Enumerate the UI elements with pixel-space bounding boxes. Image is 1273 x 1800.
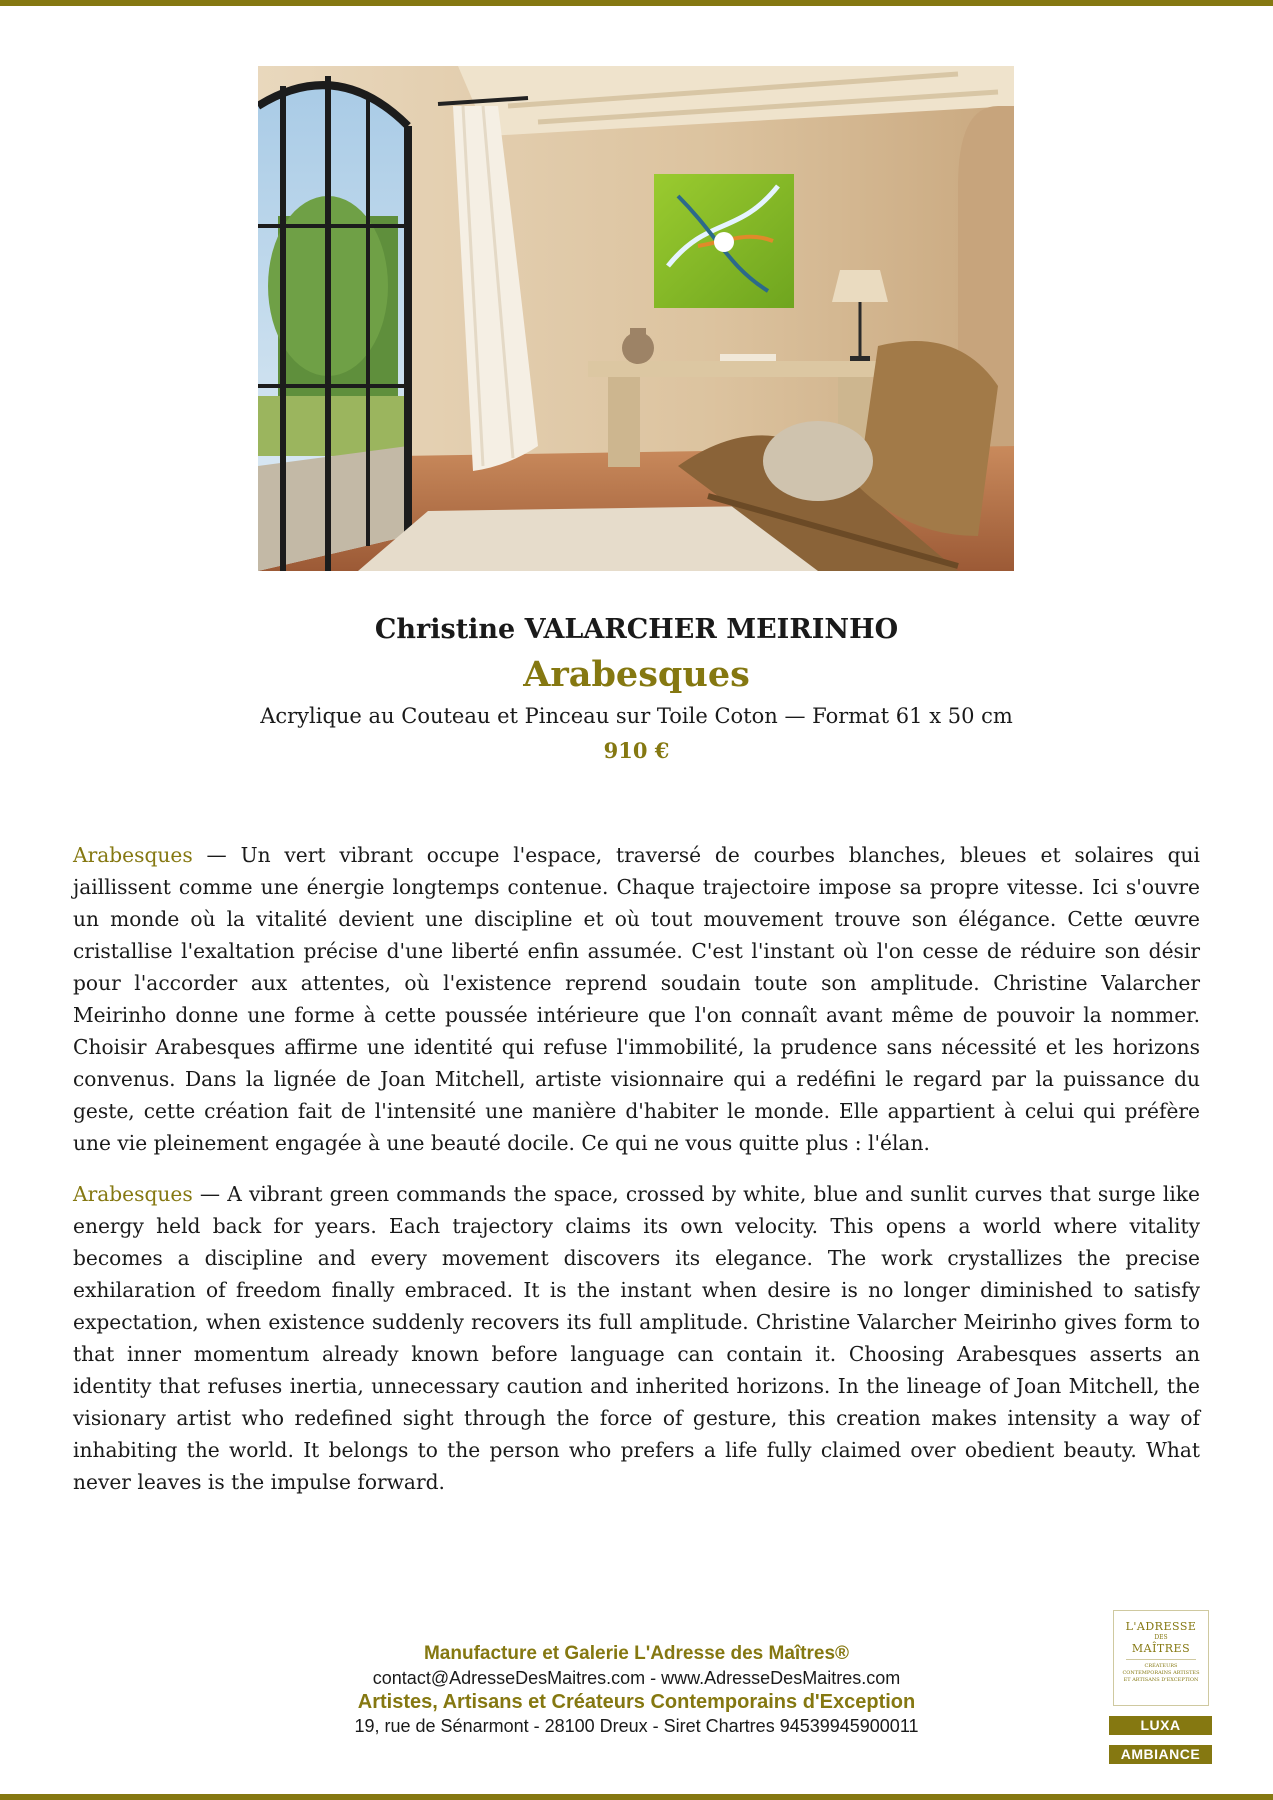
- description-english-lead: Arabesques: [73, 1182, 193, 1206]
- top-accent-bar: [0, 0, 1273, 6]
- footer-address: 19, rue de Sénarmont - 28100 Dreux - Siret Chartres 94539945900011: [354, 1716, 919, 1736]
- artwork-medium: Acrylique au Couteau et Pinceau sur Toile Coton — Format 61 x 50 cm: [260, 704, 1013, 728]
- artwork-title: Arabesques: [523, 654, 750, 695]
- description-french: [73, 839, 1200, 1159]
- badge-ambiance: AMBIANCE: [1109, 1745, 1212, 1764]
- bottom-accent-bar: [0, 1794, 1273, 1800]
- gallery-logo: [1113, 1610, 1209, 1706]
- description-french-lead: Arabesques: [73, 843, 193, 867]
- logo-line-3: MAÎTRES: [1131, 1642, 1191, 1655]
- logo-line-4: CRÉATEURS CONTEMPORAINS ARTISTES ET ARTISANS D'EXCEPTION: [1122, 1663, 1200, 1683]
- logo-line-2: DES: [1154, 1634, 1168, 1641]
- artist-name: Christine VALARCHER MEIRINHO: [374, 614, 899, 645]
- logo-line-1: L'ADRESSE: [1125, 1620, 1197, 1633]
- footer-gallery-name: Manufacture et Galerie L'Adresse des Maîtres®: [423, 1643, 850, 1664]
- footer-contact: contact@AdresseDesMaitres.com - www.AdresseDesMaitres.com: [372, 1668, 901, 1688]
- badge-luxa: LUXA: [1109, 1716, 1212, 1735]
- description-french-text: — Un vert vibrant occupe l'espace, traversé de courbes blanches, bleues et solaires qui jaillissent comme une énergie longtemps contenue. Chaque trajectoire impose sa propre vitesse. Ici s'ouvre un monde où la vitalité devient une discipline et où tout mouvement trouve son élégance. Cette œuvre cristallise l'exaltation précise d'une liberté enfin assumée. C'est l'instant où l'on cesse de réduire son désir pour l'accorder aux attentes, où l'existence reprend soudain toute son amplitude. Christine Valarcher Meirinho donne une forme à cette poussée intérieure que l'on connaît avant même de pouvoir la nommer. Choisir Arabesques affirme une identité qui refuse l'immobilité, la prudence sans nécessité et les horizons convenus. Dans la lignée de Joan Mitchell, artiste visionnaire qui a redéfini le regard par la puissance du geste, cette création fait de l'intensité une manière d'habiter le monde. Elle appartient à celui qui préfère une vie pleinement engagée à une beauté docile. Ce qui ne vous quitte plus : l'élan.: [73, 843, 1200, 1155]
- description-english-text: — A vibrant green commands the space, crossed by white, blue and sunlit curves that surge like energy held back for years. Each trajectory claims its own velocity. This opens a world where vitality becomes a discipline and every movement discovers its elegance. The work crystallizes the precise exhilaration of freedom finally embraced. It is the instant when desire is no longer diminished to satisfy expectation, when existence suddenly recovers its full amplitude. Christine Valarcher Meirinho gives form to that inner momentum already known before language can contain it. Choosing Arabesques asserts an identity that refuses inertia, unnecessary caution and inherited horizons. In the lineage of Joan Mitchell, the visionary artist who redefined sight through the force of gesture, this creation makes intensity a way of inhabiting the world. It belongs to the person who prefers a life fully claimed over obedient beauty. What never leaves is the impulse forward.: [73, 1182, 1200, 1494]
- footer-tagline: Artistes, Artisans et Créateurs Contemporains d'Exception: [357, 1691, 916, 1713]
- description-english: [73, 1178, 1200, 1498]
- logo-divider: [1126, 1659, 1196, 1660]
- artwork-room-photo: [258, 66, 1014, 571]
- artwork-price: 910 €: [603, 738, 670, 763]
- footer: [0, 1642, 1273, 1738]
